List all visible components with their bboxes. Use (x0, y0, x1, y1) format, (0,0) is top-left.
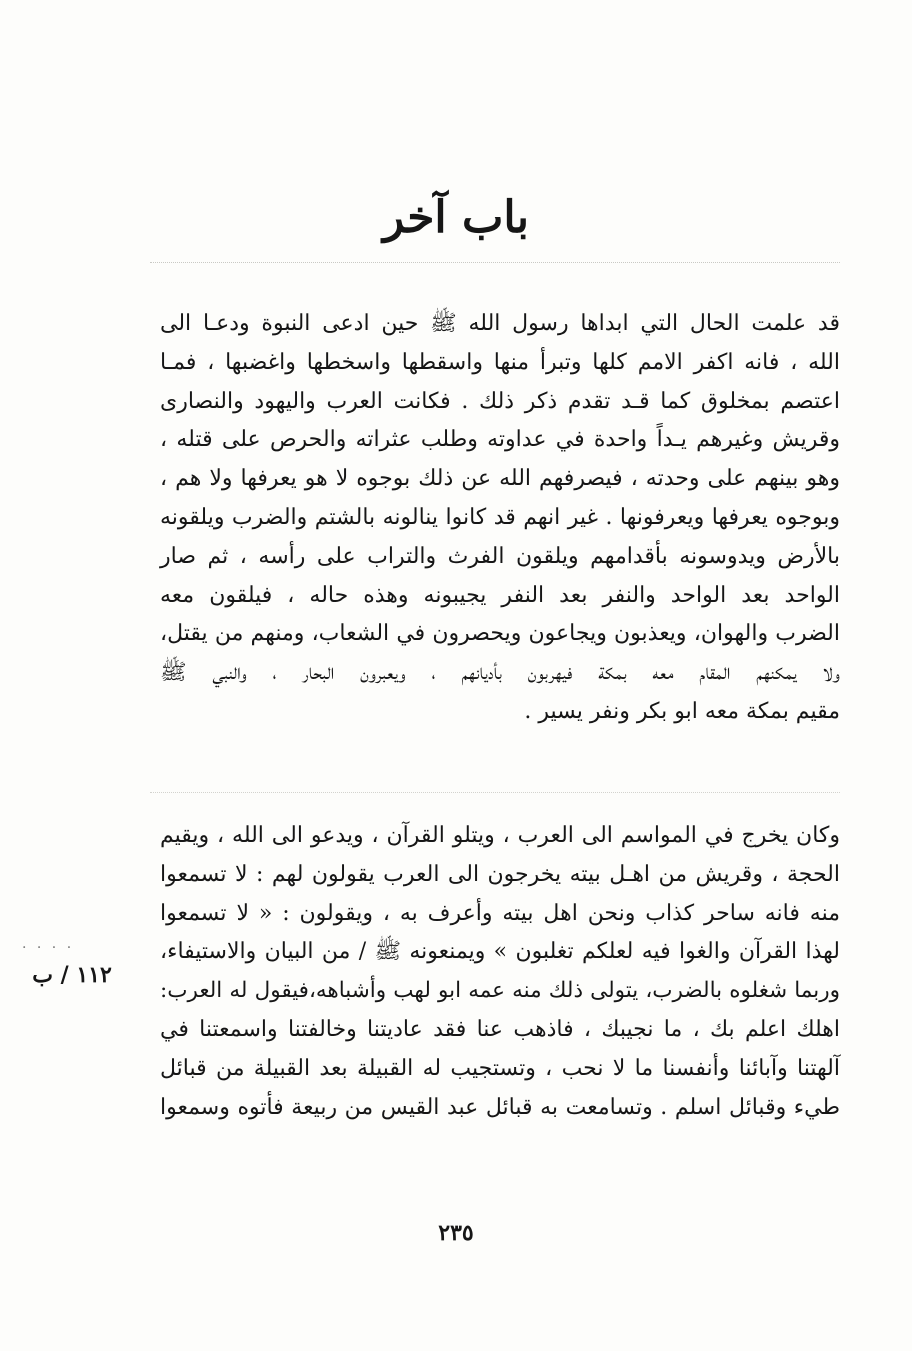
text-line: بالأرض ويدوسونه بأقدامهم ويلقون الفرث والتراب على رأسه ، ثم صار (160, 543, 840, 569)
text-line: آلهتنا وآبائنا وأنفسنا ما لا نحب ، وتستجيب له القبيلة بعد القبيلة من قبائل (160, 1055, 840, 1081)
paragraph-2 (160, 817, 840, 1127)
divider-top (150, 262, 840, 271)
text-line: قد علمت الحال التي ابداها رسول الله ﷺ حين ادعى النبوة ودعـا الى (160, 311, 840, 336)
text-line: مقيم بمكة معه ابو بكر ونفر يسير . (524, 698, 840, 724)
page-number: ٢٣٥ (438, 1220, 474, 1246)
chapter-title: باب آخر (382, 192, 530, 243)
divider-middle (150, 792, 840, 801)
text-line: منه فانه ساحر كذاب ونحن اهل بيته وأعرف به ، ويقولون : « لا تسمعوا (160, 900, 840, 926)
text-line: وكان يخرج في المواسم الى العرب ، ويتلو القرآن ، ويدعو الى الله ، ويقيم (160, 823, 840, 848)
text-line: ولا يمكنهم المقام معه بمكة فيهربون بأديانهم ، ويعبرون البحار ، والنبي ﷺ (160, 660, 840, 686)
text-line: وربما شغلوه بالضرب، يتولى ذلك منه عمه ابو لهب وأشباهه،فيقول له العرب: (160, 978, 840, 1004)
manuscript-folio-note: ١١٢ / ب (32, 962, 112, 988)
text-line: اهلك اعلم بك ، ما نجيبك ، فاذهب عنا فقد عاديتنا وخالفتنا واسمعتنا في (160, 1016, 840, 1042)
text-line: الواحد بعد الواحد والنفر بعد النفر يجيبونه وهذه حاله ، فيلقون معه (160, 582, 840, 608)
text-line: طيء وقبائل اسلم . وتسامعت به قبائل عبد القيس من ربيعة فأتوه وسمعوا (160, 1094, 840, 1120)
text-line: وبوجوه يعرفها ويعرفونها . غير انهم قد كانوا ينالونه بالشتم والضرب ويلقونه (160, 504, 840, 530)
text-line: الله ، فانه اكفر الامم كلها وتبرأ منها واسقطها واسخطها واغضبها ، فمـا (160, 349, 840, 375)
text-line: وقريش وغيرهم يـداً واحدة في عداوته وطلب عثراته والحرص على قتله ، (160, 427, 840, 453)
paragraph-1 (160, 305, 840, 732)
text-line: وهو بينهم على وحدته ، فيصرفهم الله عن ذلك بوجوه لا هو يعرفها ولا هم ، (160, 466, 840, 492)
text-line: لهذا القرآن والغوا فيه لعلكم تغلبون » ويمنعونه ﷺ / من البيان والاستيفاء، (160, 939, 840, 965)
text-line: الحجة ، وقريش من اهـل بيته يخرجون الى العرب يقولون لهم : لا تسمعوا (160, 861, 840, 887)
text-line: اعتصم بمخلوق كما قـد تقدم ذكر ذلك . فكانت العرب واليهود والنصارى (160, 388, 840, 414)
margin-dots: · · · · (22, 940, 75, 956)
text-line: الضرب والهوان، ويعذبون ويجاعون ويحصرون في الشعاب، ومنهم من يقتل، (160, 621, 840, 647)
